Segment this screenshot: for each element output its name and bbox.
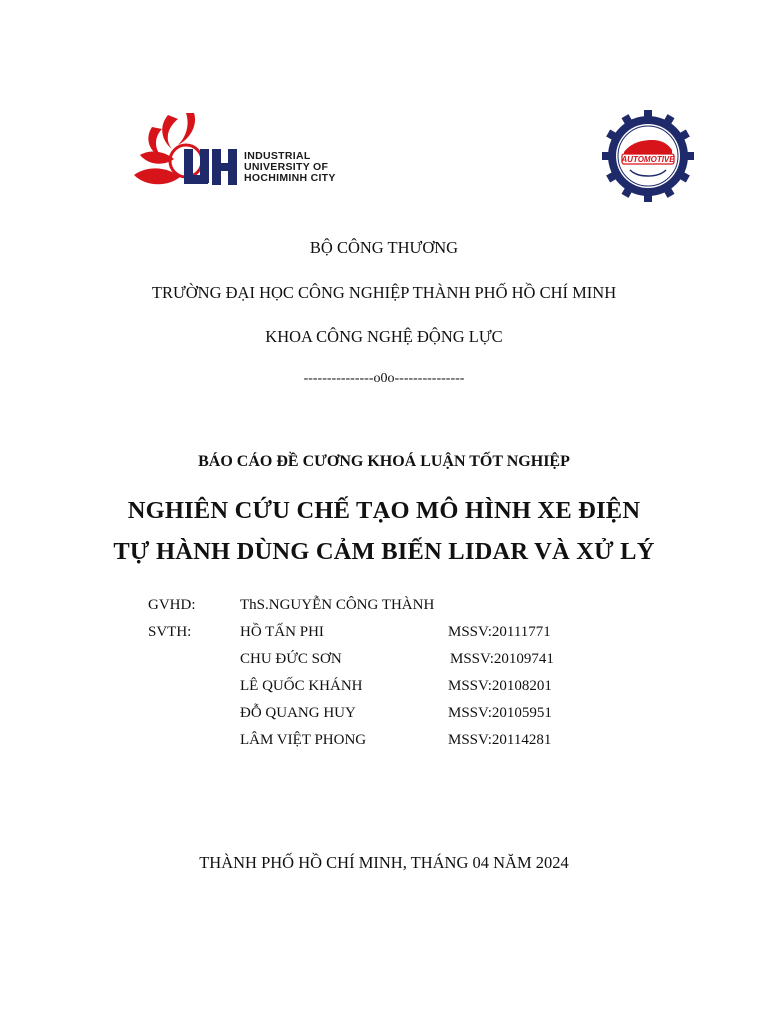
advisor-name: ThS.NGUYỄN CÔNG THÀNH (240, 597, 435, 613)
separator: ---------------o0o--------------- (303, 371, 465, 386)
student-name: HỒ TẤN PHI (240, 624, 324, 640)
gear-badge-icon (600, 108, 696, 204)
report-title-line-2: TỰ HÀNH DÙNG CẢM BIẾN LIDAR VÀ XỬ LÝ (113, 538, 655, 565)
student-name: ĐỖ QUANG HUY (240, 705, 356, 721)
automotive-badge-text: AUTOMOTIVE (621, 155, 675, 164)
students-label: SVTH: (148, 624, 192, 640)
student-id: MSSV:20105951 (448, 705, 552, 721)
faculty-name: KHOA CÔNG NGHỆ ĐỘNG LỰC (265, 327, 503, 346)
iuh-logo (128, 105, 356, 201)
student-name: CHU ĐỨC SƠN (240, 651, 342, 667)
report-type: BÁO CÁO ĐỀ CƯƠNG KHOÁ LUẬN TỐT NGHIỆP (198, 453, 570, 470)
place-and-date: THÀNH PHỐ HỒ CHÍ MINH, THÁNG 04 NĂM 2024 (199, 853, 569, 872)
student-name: LÊ QUỐC KHÁNH (240, 678, 363, 694)
automotive-faculty-logo (600, 108, 696, 204)
student-id: MSSV:20108201 (448, 678, 552, 694)
student-id: MSSV:20114281 (448, 732, 552, 748)
student-name: LÂM VIỆT PHONG (240, 732, 367, 748)
student-id: MSSV:20111771 (448, 624, 551, 640)
iuh-logo-text: INDUSTRIAL UNIVERSITY OF HOCHIMINH CITY (244, 150, 336, 184)
university-name: TRƯỜNG ĐẠI HỌC CÔNG NGHIỆP THÀNH PHỐ HỒ CHÍ MINH (151, 283, 617, 302)
report-title-line-1: NGHIÊN CỨU CHẾ TẠO MÔ HÌNH XE ĐIỆN (127, 497, 641, 524)
advisor-label: GVHD: (148, 597, 196, 613)
student-id: MSSV:20109741 (450, 651, 554, 667)
ministry-name: BỘ CÔNG THƯƠNG (309, 238, 459, 257)
